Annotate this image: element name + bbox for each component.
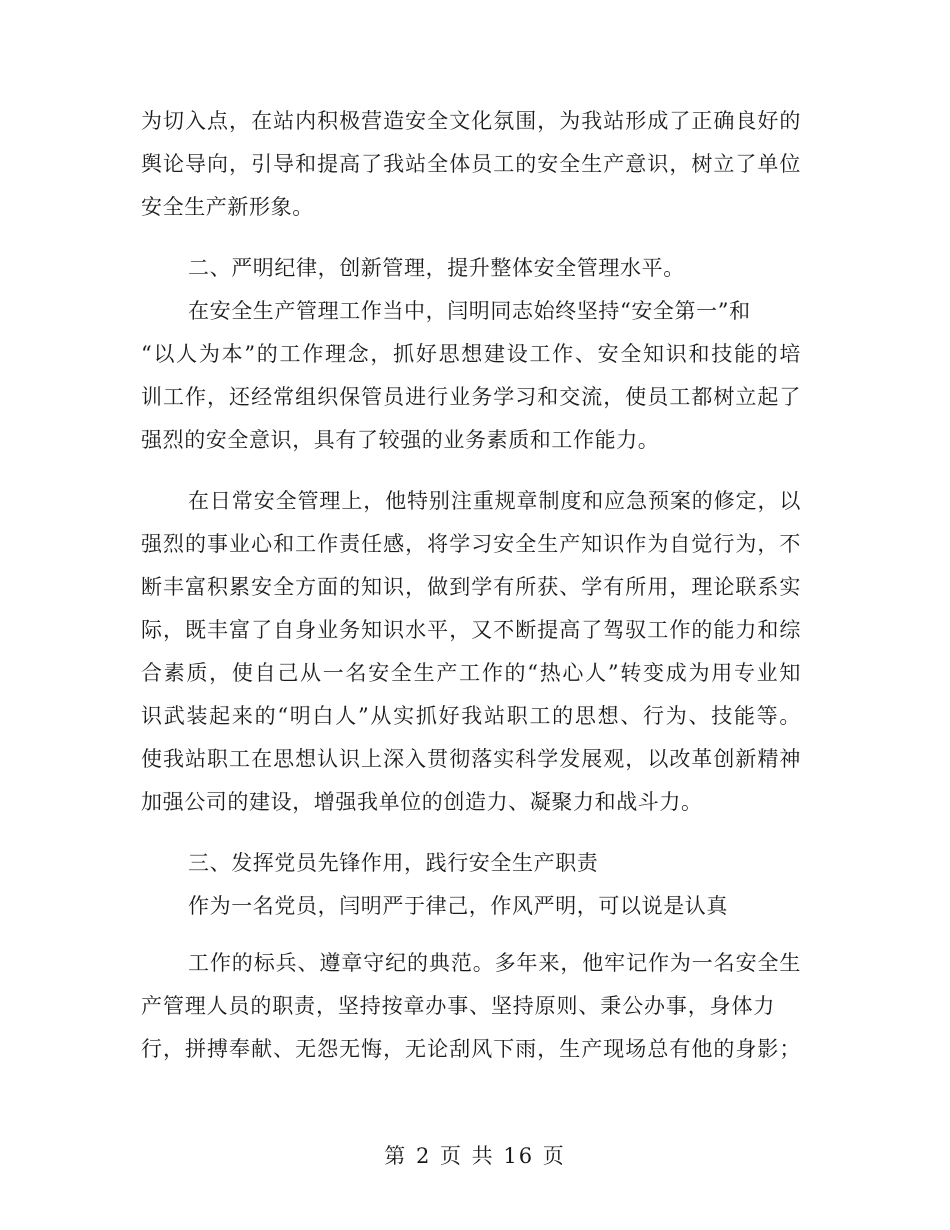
body-line-14: 识武装起来的“明白人”从实抓好我站职工的思想、行为、技能等。 [141,704,801,728]
body-line-9: 在日常安全管理上，他特别注重规章制度和应急预案的修定，以 [188,489,801,513]
body-line-19: 工作的标兵、遵章守纪的典范。多年来，他牢记作为一名安全生 [188,951,801,975]
body-line-1: 为切入点，在站内积极营造安全文化氛围，为我站形成了正确良好的 [141,109,801,133]
body-line-8: 强烈的安全意识，具有了较强的业务素质和工作能力。 [141,428,660,452]
body-line-16: 加强公司的建设，增强我单位的创造力、凝聚力和战斗力。 [141,790,703,814]
body-line-13: 合素质，使自己从一名安全生产工作的“热心人”转变成为用专业知 [141,661,801,685]
body-line-7: 训工作，还经常组织保管员进行业务学习和交流，使员工都树立起了 [141,385,801,409]
body-line-21: 行，拼搏奉献、无怨无悔，无论刮风下雨，生产现场总有他的身影； [141,1037,801,1061]
body-line-10: 强烈的事业心和工作责任感，将学习安全生产知识作为自觉行为，不 [141,532,801,556]
body-line-11: 断丰富积累安全方面的知识，做到学有所获、学有所用，理论联系实 [141,575,801,599]
body-line-15: 使我站职工在思想认识上深入贯彻落实科学发展观，以改革创新精神 [141,747,801,771]
body-line-6: “以人为本”的工作理念，抓好思想建设工作、安全知识和技能的培 [141,342,801,366]
body-line-12: 际，既丰富了自身业务知识水平，又不断提高了驾驭工作的能力和综 [141,618,801,642]
body-line-2: 舆论导向，引导和提高了我站全体员工的安全生产意识，树立了单位 [141,152,801,176]
section-heading-3: 三、发挥党员先锋作用，践行安全生产职责 [188,851,599,875]
body-line-20: 产管理人员的职责，坚持按章办事、坚持原则、秉公办事，身体力 [141,994,775,1018]
body-line-18: 作为一名党员，闫明严于律己，作风严明，可以说是认真 [188,894,728,918]
page-footer: 第 2 页 共 16 页 [384,1144,566,1168]
section-heading-2: 二、严明纪律，创新管理，提升整体安全管理水平。 [188,256,685,280]
body-line-5: 在安全生产管理工作当中，闫明同志始终坚持“安全第一”和 [188,299,751,323]
body-line-3: 安全生产新形象。 [141,195,314,219]
